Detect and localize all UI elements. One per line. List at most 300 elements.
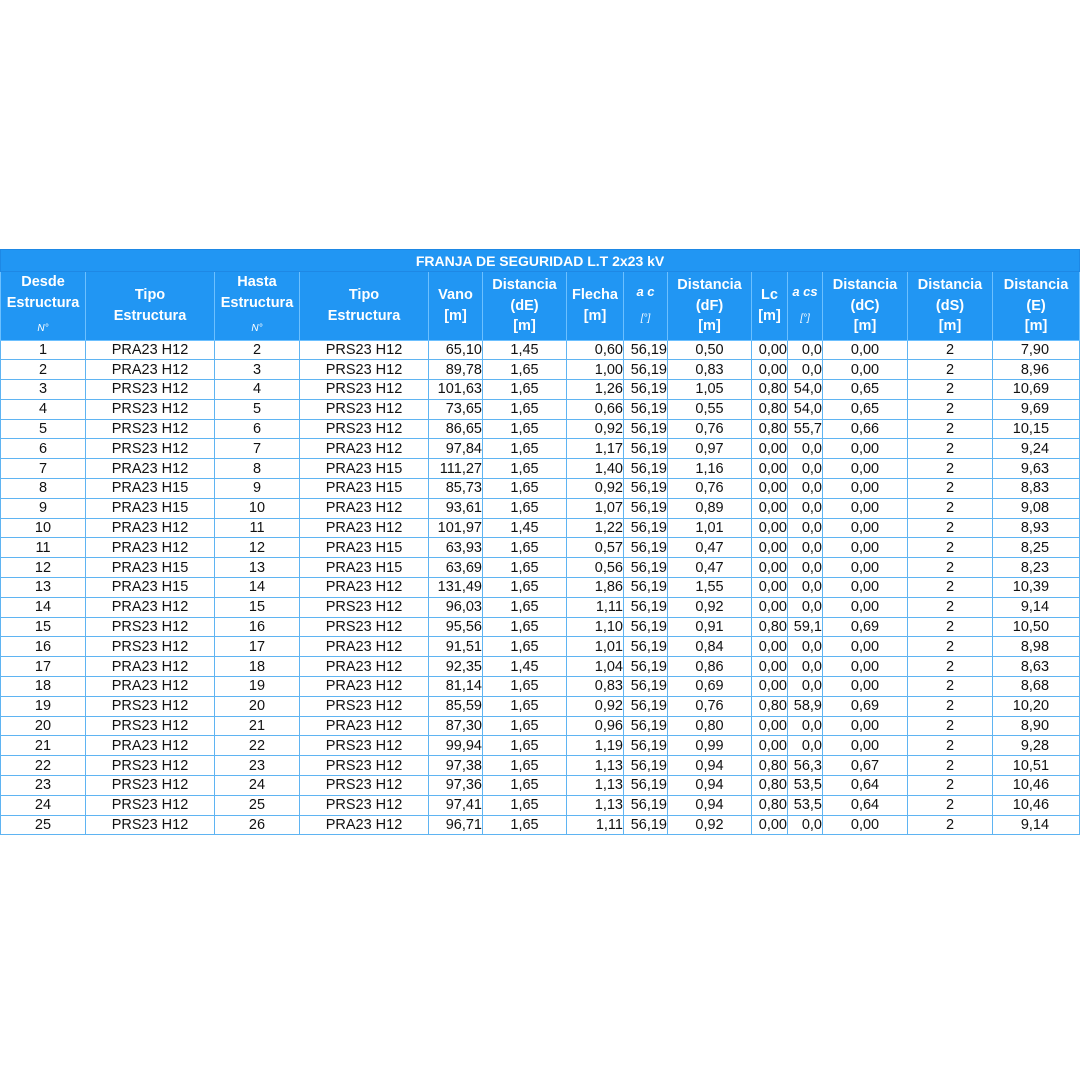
table-cell: 20	[1, 716, 86, 736]
table-cell: 0,92	[668, 597, 752, 617]
table-cell: 3	[215, 360, 300, 380]
table-cell: PRS23 H12	[300, 776, 429, 796]
table-cell: 0,0	[788, 677, 823, 697]
table-cell: 0,00	[752, 340, 788, 360]
table-cell: 0,89	[668, 498, 752, 518]
table-cell: 10,39	[993, 578, 1080, 598]
table-cell: 56,19	[624, 498, 668, 518]
table-cell: 14	[1, 597, 86, 617]
table-cell: PRA23 H12	[300, 716, 429, 736]
table-cell: 0,56	[567, 558, 624, 578]
table-cell: PRS23 H12	[300, 736, 429, 756]
table-cell: 0,94	[668, 756, 752, 776]
table-cell: 17	[215, 637, 300, 657]
table-cell: 0,80	[752, 399, 788, 419]
table-cell: 1,65	[483, 716, 567, 736]
table-cell: 56,19	[624, 776, 668, 796]
table-cell: 1,65	[483, 558, 567, 578]
table-cell: 97,41	[429, 795, 483, 815]
table-cell: 0,00	[752, 716, 788, 736]
table-cell: 56,19	[624, 558, 668, 578]
table-cell: 0,00	[823, 538, 908, 558]
table-row	[1, 399, 1080, 419]
table-cell: 56,19	[624, 617, 668, 637]
table-cell: PRA23 H12	[300, 578, 429, 598]
table-cell: 2	[908, 815, 993, 835]
table-cell: 1,40	[567, 459, 624, 479]
table-cell: 0,00	[752, 637, 788, 657]
table-cell: 1,45	[483, 518, 567, 538]
table-cell: 9,63	[993, 459, 1080, 479]
table-cell: 1,65	[483, 815, 567, 835]
table-cell: 0,00	[752, 518, 788, 538]
table-cell: 2	[908, 617, 993, 637]
table-cell: 0,94	[668, 795, 752, 815]
table-cell: 53,5	[788, 776, 823, 796]
table-cell: 0,00	[823, 558, 908, 578]
table-cell: 0,00	[752, 736, 788, 756]
table-row	[1, 736, 1080, 756]
table-cell: 1,16	[668, 459, 752, 479]
table-cell: 0,80	[752, 380, 788, 400]
table-cell: 97,38	[429, 756, 483, 776]
table-cell: 0,0	[788, 538, 823, 558]
table-cell: 0,00	[823, 815, 908, 835]
table-cell: 1,17	[567, 439, 624, 459]
table-cell: 12	[215, 538, 300, 558]
table-cell: PRA23 H15	[300, 538, 429, 558]
table-cell: 0,84	[668, 637, 752, 657]
table-cell: PRA23 H15	[86, 558, 215, 578]
table-cell: 24	[215, 776, 300, 796]
table-cell: 1,19	[567, 736, 624, 756]
table-cell: 0,80	[668, 716, 752, 736]
table-cell: 1,00	[567, 360, 624, 380]
column-header-line: Distancia	[1003, 277, 1069, 293]
table-cell: 16	[215, 617, 300, 637]
table-cell: PRA23 H12	[300, 637, 429, 657]
table-cell: 0,00	[752, 459, 788, 479]
table-cell: 0,65	[823, 399, 908, 419]
column-header-line: (dE)	[510, 297, 539, 314]
table-cell: PRS23 H12	[86, 419, 215, 439]
table-cell: 56,19	[624, 518, 668, 538]
column-header-line: Desde	[21, 274, 65, 290]
table-cell: 56,19	[624, 716, 668, 736]
table-cell: 0,00	[752, 657, 788, 677]
table-cell: 2	[908, 360, 993, 380]
table-cell: 54,0	[788, 399, 823, 419]
table-cell: 56,19	[624, 419, 668, 439]
table-cell: 0,80	[752, 696, 788, 716]
table-cell: 2	[908, 538, 993, 558]
table-cell: 1,65	[483, 677, 567, 697]
table-cell: 1,65	[483, 795, 567, 815]
table-cell: 0,92	[567, 479, 624, 499]
table-cell: 10,46	[993, 776, 1080, 796]
table-cell: PRA23 H12	[86, 360, 215, 380]
table-cell: 2	[908, 459, 993, 479]
table-cell: 97,36	[429, 776, 483, 796]
table-cell: 0,57	[567, 538, 624, 558]
table-cell: 63,69	[429, 558, 483, 578]
table-row	[1, 578, 1080, 598]
table-cell: PRS23 H12	[86, 776, 215, 796]
table-cell: 10,46	[993, 795, 1080, 815]
column-header	[993, 272, 1080, 341]
table-cell: 9,69	[993, 399, 1080, 419]
table-row	[1, 439, 1080, 459]
table-cell: 0,00	[752, 815, 788, 835]
table-cell: 10,51	[993, 756, 1080, 776]
table-cell: 22	[215, 736, 300, 756]
table-cell: 0,97	[668, 439, 752, 459]
table-cell: 0,00	[752, 558, 788, 578]
table-cell: PRS23 H12	[86, 815, 215, 835]
table-row	[1, 696, 1080, 716]
table-cell: 56,19	[624, 340, 668, 360]
table-cell: 10,50	[993, 617, 1080, 637]
column-header-line: [m]	[853, 318, 877, 334]
table-cell: PRS23 H12	[300, 756, 429, 776]
column-header-line: [m]	[444, 307, 467, 324]
table-cell: PRA23 H12	[86, 597, 215, 617]
table-cell: 5	[1, 419, 86, 439]
table-cell: 0,80	[752, 756, 788, 776]
table-cell: 87,30	[429, 716, 483, 736]
table-cell: 111,27	[429, 459, 483, 479]
table-cell: 56,19	[624, 677, 668, 697]
table-cell: 9,28	[993, 736, 1080, 756]
table-cell: PRS23 H12	[300, 617, 429, 637]
table-cell: 8,25	[993, 538, 1080, 558]
table-cell: 0,67	[823, 756, 908, 776]
column-header	[788, 272, 823, 341]
table-cell: 8,68	[993, 677, 1080, 697]
column-header-line: N°	[37, 323, 49, 334]
table-cell: 8,98	[993, 637, 1080, 657]
table-cell: PRS23 H12	[86, 696, 215, 716]
table-cell: 0,0	[788, 736, 823, 756]
column-header-line: Estructura	[113, 307, 187, 324]
column-header-line: [°]	[800, 312, 810, 324]
table-cell: 0,92	[567, 696, 624, 716]
table-cell: 0,00	[752, 677, 788, 697]
table-cell: PRS23 H12	[300, 419, 429, 439]
safety-strip-table	[0, 249, 1080, 835]
table-cell: PRS23 H12	[86, 439, 215, 459]
table-cell: 2	[1, 360, 86, 380]
column-header-line: [m]	[938, 318, 962, 334]
table-cell: PRS23 H12	[300, 340, 429, 360]
table-cell: 1,65	[483, 538, 567, 558]
table-cell: PRA23 H15	[300, 558, 429, 578]
table-row	[1, 597, 1080, 617]
table-cell: 24	[1, 795, 86, 815]
table-cell: 0,0	[788, 558, 823, 578]
table-cell: 1,01	[567, 637, 624, 657]
table-cell: 17	[1, 657, 86, 677]
table-cell: 2	[908, 716, 993, 736]
table-cell: 9,14	[993, 815, 1080, 835]
table-cell: 10,69	[993, 380, 1080, 400]
table-cell: 0,92	[567, 419, 624, 439]
table-cell: 91,51	[429, 637, 483, 657]
table-cell: 0,00	[752, 439, 788, 459]
table-cell: 15	[215, 597, 300, 617]
table-cell: PRS23 H12	[86, 716, 215, 736]
table-cell: 0,00	[823, 657, 908, 677]
column-header-line: Tipo	[134, 287, 166, 304]
table-row	[1, 795, 1080, 815]
column-header-line: Estructura	[220, 294, 294, 311]
table-cell: 0,00	[823, 518, 908, 538]
table-cell: 0,83	[668, 360, 752, 380]
column-header-line: Hasta	[237, 274, 277, 290]
table-cell: PRA23 H15	[86, 578, 215, 598]
table-cell: 10,15	[993, 419, 1080, 439]
table-cell: 0,00	[752, 538, 788, 558]
table-cell: 2	[215, 340, 300, 360]
table-cell: 2	[908, 597, 993, 617]
table-cell: 0,00	[752, 597, 788, 617]
table-cell: PRA23 H15	[86, 498, 215, 518]
column-header	[429, 272, 483, 341]
column-header-line: Distancia	[677, 277, 742, 293]
table-cell: 0,00	[752, 479, 788, 499]
table-cell: 19	[1, 696, 86, 716]
table-cell: 0,94	[668, 776, 752, 796]
table-cell: PRA23 H12	[300, 815, 429, 835]
table-cell: 6	[1, 439, 86, 459]
table-cell: 1,65	[483, 479, 567, 499]
table-cell: 5	[215, 399, 300, 419]
table-cell: PRS23 H12	[300, 380, 429, 400]
column-header-line: a c	[636, 284, 655, 300]
table-cell: 14	[215, 578, 300, 598]
table-row	[1, 716, 1080, 736]
table-cell: 56,19	[624, 459, 668, 479]
table-cell: 0,64	[823, 795, 908, 815]
table-cell: 53,5	[788, 795, 823, 815]
table-cell: 73,65	[429, 399, 483, 419]
table-cell: 4	[215, 380, 300, 400]
table-cell: 1,11	[567, 815, 624, 835]
table-cell: 1,65	[483, 578, 567, 598]
column-header-line: Flecha	[572, 287, 618, 304]
table-cell: 13	[215, 558, 300, 578]
table-cell: 10	[1, 518, 86, 538]
table-cell: 0,0	[788, 815, 823, 835]
table-cell: 99,94	[429, 736, 483, 756]
table-row	[1, 815, 1080, 835]
table-cell: 59,1	[788, 617, 823, 637]
table-cell: 1,65	[483, 597, 567, 617]
table-cell: 9	[215, 479, 300, 499]
table-cell: 2	[908, 736, 993, 756]
table-cell: PRA23 H12	[300, 677, 429, 697]
column-header-line: (dC)	[850, 297, 880, 314]
table-cell: 101,97	[429, 518, 483, 538]
table-cell: 0,47	[668, 558, 752, 578]
table-cell: 13	[1, 578, 86, 598]
table-cell: PRS23 H12	[300, 696, 429, 716]
table-cell: 0,83	[567, 677, 624, 697]
table-cell: 0,64	[823, 776, 908, 796]
table-cell: 1,65	[483, 459, 567, 479]
column-header	[752, 272, 788, 341]
table-cell: 1,13	[567, 756, 624, 776]
table-row	[1, 360, 1080, 380]
table-cell: 0,00	[823, 439, 908, 459]
table-cell: PRA23 H12	[300, 518, 429, 538]
table-cell: 56,19	[624, 696, 668, 716]
table-cell: PRS23 H12	[86, 637, 215, 657]
table-cell: 2	[908, 776, 993, 796]
table-row	[1, 776, 1080, 796]
table-cell: 1,01	[668, 518, 752, 538]
table-cell: 56,19	[624, 736, 668, 756]
table-cell: 0,00	[752, 578, 788, 598]
table-cell: 0,96	[567, 716, 624, 736]
table-cell: 0,66	[567, 399, 624, 419]
table-cell: 0,0	[788, 340, 823, 360]
table-cell: 1,26	[567, 380, 624, 400]
table-cell: 1,07	[567, 498, 624, 518]
table-cell: 9,14	[993, 597, 1080, 617]
table-cell: PRS23 H12	[86, 756, 215, 776]
table-cell: 8,93	[993, 518, 1080, 538]
table-cell: 85,59	[429, 696, 483, 716]
table-cell: 8	[1, 479, 86, 499]
table-cell: 7	[1, 459, 86, 479]
table-cell: 21	[1, 736, 86, 756]
table-cell: 2	[908, 795, 993, 815]
table-cell: 0,00	[823, 597, 908, 617]
column-header-line: Lc	[761, 287, 778, 304]
table-cell: 9,24	[993, 439, 1080, 459]
table-cell: 96,03	[429, 597, 483, 617]
table-row	[1, 677, 1080, 697]
column-header-line: Distancia	[917, 277, 983, 293]
table-cell: 8,23	[993, 558, 1080, 578]
table-cell: 11	[1, 538, 86, 558]
table-cell: 89,78	[429, 360, 483, 380]
table-cell: 10,20	[993, 696, 1080, 716]
table-cell: 95,56	[429, 617, 483, 637]
table-cell: 0,00	[823, 677, 908, 697]
table-cell: 0,99	[668, 736, 752, 756]
table-cell: 1,04	[567, 657, 624, 677]
table-cell: 2	[908, 578, 993, 598]
table-cell: 23	[1, 776, 86, 796]
table-cell: 0,00	[823, 459, 908, 479]
table-cell: 4	[1, 399, 86, 419]
table-cell: 0,76	[668, 479, 752, 499]
table-cell: 0,55	[668, 399, 752, 419]
table-cell: PRA23 H15	[300, 459, 429, 479]
table-cell: PRA23 H12	[86, 459, 215, 479]
table-cell: 0,00	[752, 498, 788, 518]
table-cell: 9,08	[993, 498, 1080, 518]
table-cell: PRS23 H12	[300, 795, 429, 815]
column-header	[823, 272, 908, 341]
table-cell: PRA23 H15	[300, 479, 429, 499]
table-cell: 56,19	[624, 637, 668, 657]
table-cell: 0,00	[823, 479, 908, 499]
table-cell: 0,0	[788, 716, 823, 736]
table-cell: 2	[908, 558, 993, 578]
table-cell: 1,55	[668, 578, 752, 598]
table-row	[1, 479, 1080, 499]
column-header	[483, 272, 567, 341]
table-cell: 0,80	[752, 795, 788, 815]
table-row	[1, 518, 1080, 538]
table-cell: 56,19	[624, 795, 668, 815]
table-cell: 0,47	[668, 538, 752, 558]
table-cell: 2	[908, 340, 993, 360]
table-cell: 0,00	[823, 578, 908, 598]
table-cell: 0,80	[752, 776, 788, 796]
table-row	[1, 380, 1080, 400]
column-header-line: Tipo	[348, 287, 380, 304]
table-cell: 12	[1, 558, 86, 578]
table-cell: 0,00	[823, 716, 908, 736]
column-header	[668, 272, 752, 341]
table-cell: 25	[215, 795, 300, 815]
column-header	[567, 272, 624, 341]
table-cell: PRS23 H12	[86, 380, 215, 400]
table-cell: 0,0	[788, 439, 823, 459]
table-cell: 1,11	[567, 597, 624, 617]
table-cell: 8,63	[993, 657, 1080, 677]
table-cell: 0,0	[788, 498, 823, 518]
table-cell: 2	[908, 498, 993, 518]
table-row	[1, 756, 1080, 776]
table-cell: 18	[1, 677, 86, 697]
table-cell: 1	[1, 340, 86, 360]
table-cell: 2	[908, 756, 993, 776]
table-cell: 7	[215, 439, 300, 459]
table-cell: 20	[215, 696, 300, 716]
table-cell: 8,96	[993, 360, 1080, 380]
table-cell: 85,73	[429, 479, 483, 499]
table-cell: 0,69	[823, 617, 908, 637]
table-cell: 1,65	[483, 776, 567, 796]
table-cell: 0,76	[668, 696, 752, 716]
table-cell: 131,49	[429, 578, 483, 598]
table-cell: 56,19	[624, 439, 668, 459]
table-cell: PRA23 H12	[86, 677, 215, 697]
table-cell: 0,91	[668, 617, 752, 637]
column-header	[624, 272, 668, 341]
table-cell: 2	[908, 380, 993, 400]
table-cell: 55,7	[788, 419, 823, 439]
column-header	[908, 272, 993, 341]
table-cell: 1,45	[483, 657, 567, 677]
table-cell: 0,0	[788, 637, 823, 657]
column-header-line: a cs	[792, 284, 818, 300]
column-header	[300, 272, 429, 341]
column-header-line: Estructura	[327, 307, 401, 324]
table-cell: 25	[1, 815, 86, 835]
table-cell: 3	[1, 380, 86, 400]
table-cell: 19	[215, 677, 300, 697]
table-cell: PRS23 H12	[86, 617, 215, 637]
table-cell: 0,92	[668, 815, 752, 835]
column-header-line: (dF)	[695, 297, 724, 314]
table-cell: 1,13	[567, 795, 624, 815]
